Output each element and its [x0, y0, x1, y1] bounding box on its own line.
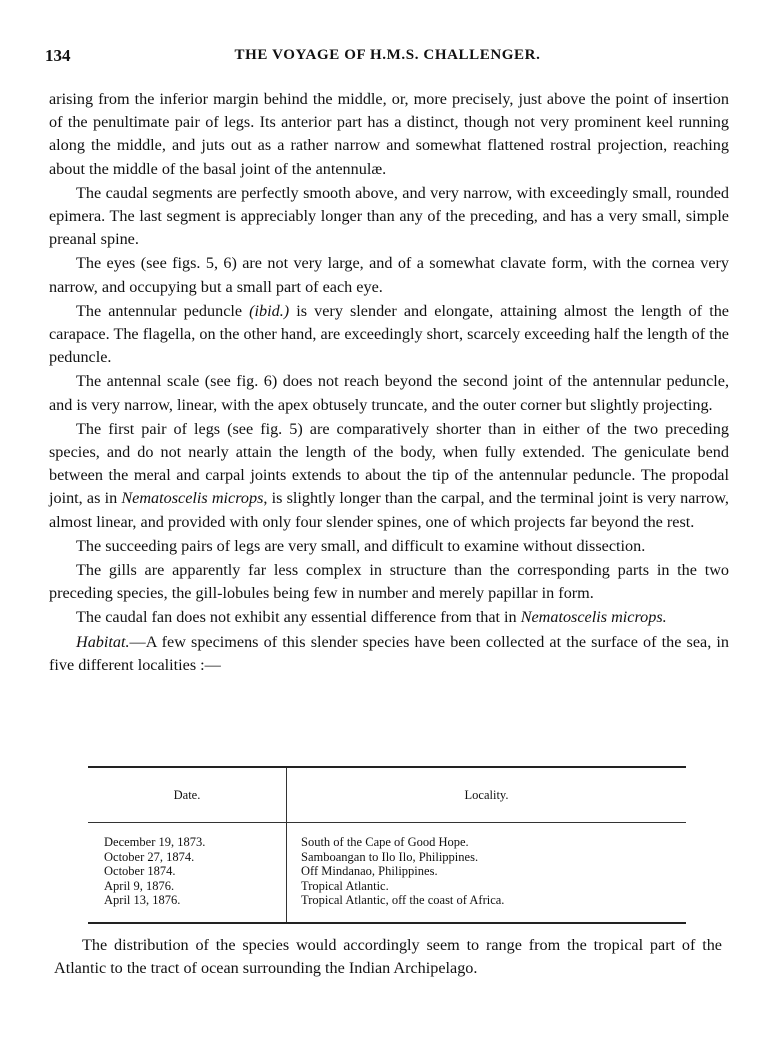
text-run: The antennular peduncle	[76, 301, 250, 320]
species-name: Nematoscelis microps.	[520, 608, 667, 627]
date-cell	[88, 823, 287, 923]
body-text	[49, 88, 729, 677]
habitat-table	[88, 766, 686, 924]
paragraph-habitat	[49, 631, 729, 677]
paragraph-antennal-scale: The antennal scale (see fig. 6) does not reach beyond the second joint of the antennular peduncle, and is very narrow, linear, with the apex obtusely truncate, and the outer corner but slightly projecting.	[49, 372, 729, 414]
paragraph-first-legs	[49, 418, 729, 534]
text-run: —A few specimens of this slender species have been collected at the surface of the sea, in five different localities :—	[49, 632, 729, 674]
text-run: The first pair of legs (see fig. 5) are comparatively shorter than in either of the two preceding species, and do not nearly attain the length of the body, when fully extended. The geniculate bend between the meral and carpal joints extends to about the tip of the antennular peduncle. The propodal joint, as in	[49, 419, 729, 508]
paragraph-distribution: The distribution of the species would accordingly seem to range from the tropical part of the Atlantic to the tract of ocean surrounding the Indian Archipelago.	[54, 936, 722, 978]
locality-cell	[287, 823, 687, 923]
locality-column-header: Locality.	[287, 767, 687, 823]
page-number: 134	[45, 46, 71, 65]
running-title: THE VOYAGE OF H.M.S. CHALLENGER.	[234, 47, 541, 63]
paragraph-rostrum: arising from the inferior margin behind the middle, or, more precisely, just above the point of insertion of the penultimate pair of legs. Its anterior part has a distinct, though not very prominent keel running along the middle, and juts out as a rather narrow and somewhat flattened rostral projection, reaching about the middle of the basal joint of the antennulæ.	[49, 90, 729, 178]
italic-reference: (ibid.)	[249, 301, 290, 320]
date-value: October 27, 1874.	[104, 849, 195, 864]
text-run: , is slightly longer than the carpal, and the terminal joint is very narrow, almost linear, and provided with only four slender spines, one of which projects far beyond the rest.	[49, 489, 729, 531]
closing-text	[54, 934, 722, 981]
paragraph-eyes: The eyes (see figs. 5, 6) are not very large, and of a somewhat clavate form, with the cornea very narrow, and occupying but a small part of each eye.	[49, 254, 729, 296]
date-column-header: Date.	[88, 767, 287, 823]
habitat-label: Habitat.	[76, 632, 130, 651]
paragraph-caudal-fan	[49, 606, 729, 629]
date-value: December 19, 1873.	[104, 835, 206, 849]
locality-value: Samboangan to Ilo Ilo, Philippines.	[301, 849, 479, 864]
locality-value: Tropical Atlantic, off the coast of Africa.	[301, 893, 505, 908]
text-run: is very slender and elongate, attaining almost the length of the carapace. The flagella, on the other hand, are exceedingly short, scarcely exceeding half the length of the peduncle.	[49, 301, 729, 367]
date-value: October 1874.	[104, 864, 176, 879]
paragraph-succeeding-legs: The succeeding pairs of legs are very small, and difficult to examine without dissection.	[76, 536, 646, 555]
date-value: April 9, 1876.	[104, 878, 175, 893]
table-header-row	[88, 767, 686, 823]
locality-value: Off Mindanao, Philippines.	[301, 864, 438, 879]
habitat-table-wrapper	[88, 766, 686, 924]
paragraph-caudal-segments: The caudal segments are perfectly smooth above, and very narrow, with exceedingly small, rounded epimera. The last segment is appreciably longer than any of the preceding, and has a very small, simple preanal spine.	[49, 183, 729, 249]
table-row	[88, 823, 686, 923]
paragraph-antennular-peduncle	[49, 300, 729, 370]
locality-value: Tropical Atlantic.	[301, 878, 389, 893]
paragraph-gills: The gills are apparently far less complex in structure than the corresponding parts in the two preceding species, the gill-lobules being few in number and merely papillar in form.	[49, 561, 729, 603]
text-run: The caudal fan does not exhibit any essential difference from that in	[76, 608, 521, 627]
locality-value: South of the Cape of Good Hope.	[301, 835, 469, 849]
date-value: April 13, 1876.	[104, 893, 181, 908]
species-name: Nematoscelis microps	[121, 489, 264, 508]
